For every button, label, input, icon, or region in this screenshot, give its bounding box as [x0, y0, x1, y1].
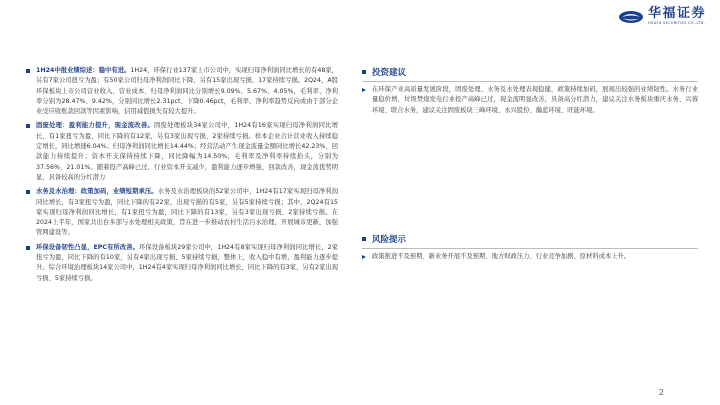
risk-section [362, 233, 698, 262]
company-logo [618, 7, 706, 26]
square-bullet-icon [26, 190, 30, 194]
page-number: 2 [658, 388, 664, 397]
section-divider [362, 248, 698, 249]
square-bullet-icon [26, 69, 30, 73]
investment-advice-section [362, 66, 698, 116]
bullet-title: 环保设备韧性凸显，EPC有所改善。 [36, 243, 139, 251]
bullet-text: 环保设备板块29家公司中，1H24有8家实现归母净利润同比增长，2家扭亏为盈，同比下降的有10家，另有4家出现亏损、5家持续亏损，整体上，收入稳中有增，盈利能力逐步提升。综合环境治理板块14家公司中，1H24有4家实现归母净利润同比增长，同比下降的有3家，另有2家出现亏损、5家持续亏损。 [36, 243, 339, 282]
section-divider [362, 81, 698, 82]
square-bullet-icon [362, 237, 366, 241]
section-text: 政策推进不及预期、新业务开展不及预期、地方财政压力、行业竞争加剧、原材料成本上升。 [372, 253, 631, 260]
logo-english-name: HUAFU SECURITIES CO.,LTD. [647, 21, 706, 25]
bullet-title: 水务及水治理：政策加码，业绩短期承压。 [36, 188, 158, 196]
square-bullet-icon [26, 124, 30, 128]
section-text: 在环保产业高质量发展阶段，固废处理、水务及水处理表现稳健，政策持续加码，展现出较强的业绩韧性。水务行业量稳价增，垃圾焚烧发电行业投产高峰已过，现金流明显改善，具备高分红潜力，建议关注水务板块重庆水务、兴蓉环境、联合水务，建议关注固废板块三峰环境、永兴股份、瀚蓝环境、旺能环境。 [372, 86, 698, 114]
logo-chinese-name: 华福证券 [647, 6, 706, 21]
arrow-bullet-icon [362, 255, 366, 259]
section-title: 投资建议 [372, 68, 407, 78]
bullet-title: 固废处理：盈利能力提升，现金流改善。 [36, 122, 154, 130]
list-item [26, 243, 338, 284]
bullet-text: 固废处理板块34家公司中，1H24有16家实现归母净利润同比增长，有1家扭亏为盈，同比下降的有12家，另有3家出现亏损、2家持续亏损。样本企业合计营业收入持续稳定增长，同比增速6.04%；归母净利润同比增长14.44%；经营活动产生现金流量金额同比增长42.23%，回款能力持续提升；资本开支保持持续下降，同比降幅为14.50%；毛利率及净利率持续抬头，分别为37.56%、21.01%。随着投产高峰已过，行业资本开支减少，盈利能力逐步增强，回款改善，现金流优势明显，具备较高的分红潜力 [36, 122, 338, 181]
bullet-text: 1H24，环保行业137家上市公司中，实现归母净利润同比增长的有48家，另有7家公司扭亏为盈；有50家公司归母净利润同比下降，另有15家出现亏损、17家持续亏损。2Q24，A股环保板块上市公司营业收入、营业成本、归母净利润同比分别增长9.09%、5.67%、4.05%，毛利率、净利率分别为28.47%、9.42%，分别同比增长2.31pct、下降0.46pct，毛利率、净利率趋势反向或由于部分企业受应收账款回款等因素影响，信用减值损失有较大提升。 [36, 67, 338, 116]
bullet-title: 1H24中报业绩综述：稳中有进。 [36, 67, 131, 74]
arrow-bullet-icon [362, 88, 366, 92]
logo-swirl-icon [618, 10, 644, 24]
section-title: 风险提示 [372, 235, 407, 245]
list-item [26, 66, 338, 117]
square-bullet-icon [26, 246, 30, 250]
square-bullet-icon [362, 70, 366, 74]
bullet-text: 水务及水治理板块的52家公司中，1H24有17家实现归母净利润同比增长，有3家扭亏为盈，同比下降的有22家，出现亏损的有5家，另有5家持续亏损；其中，2Q24有15家实现归母净利润同比增长，有1家扭亏为盈，同比下降的有13家，另有3家出现亏损、2家持续亏损。在2024上半年，国家共出台多部与水处理相关政策，旨在进一步推动农村生活污水治理，开展城市更新，加强管网建设等。 [36, 188, 339, 237]
list-item [26, 121, 338, 183]
summary-column [26, 66, 338, 288]
list-item [26, 187, 338, 238]
